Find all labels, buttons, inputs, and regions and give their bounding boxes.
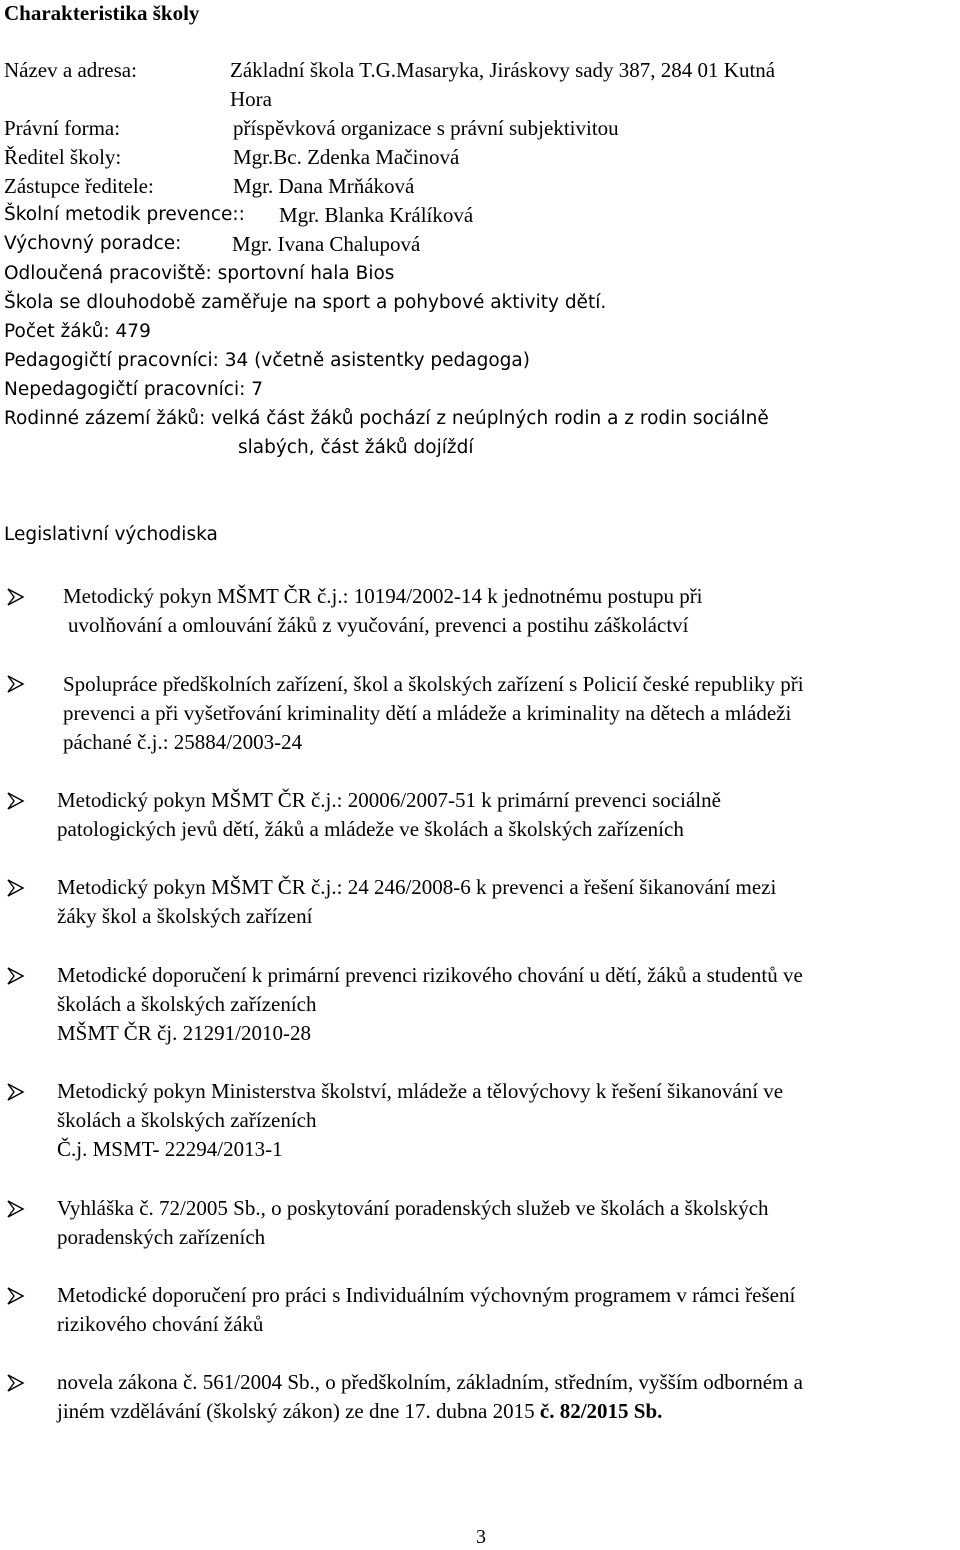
list-item-line: Metodický pokyn Ministerstva školství, mládeže a tělovýchovy k řešení šikanování ve — [57, 1079, 784, 1103]
bullet-arrow-icon — [6, 1199, 26, 1219]
list-item-line — [57, 1401, 662, 1422]
family-background-cont: slabých, část žáků dojíždí — [238, 437, 474, 458]
list-item-line: rizikového chování žáků — [57, 1312, 264, 1336]
list-item-line: novela zákona č. 561/2004 Sb., o předškolním, základním, středním, vyšším odborném a — [57, 1370, 803, 1394]
list-item-line: MŠMT ČR čj. 21291/2010-28 — [57, 1021, 311, 1045]
legal-form-label: Právní forma: — [4, 116, 121, 140]
pupils-count: Počet žáků: 479 — [4, 321, 151, 342]
list-item-line: Metodický pokyn MŠMT ČR č.j.: 24 246/2008-6 k prevenci a řešení šikanování mezi — [57, 875, 777, 899]
teachers-count: Pedagogičtí pracovníci: 34 (včetně asistentky pedagoga) — [4, 350, 530, 371]
bullet-arrow-icon — [6, 878, 26, 898]
list-item-text: jiném vzdělávání (školský zákon) ze dne 17. dubna 2015 — [57, 1399, 535, 1423]
list-item-line: Vyhláška č. 72/2005 Sb., o poskytování poradenských služeb ve školách a školských — [57, 1196, 769, 1220]
focus-info: Škola se dlouhodobě zaměřuje na sport a pohybové aktivity dětí. — [4, 292, 607, 313]
list-item-line: páchané č.j.: 25884/2003-24 — [63, 730, 303, 754]
bullet-arrow-icon — [6, 1082, 26, 1102]
bullet-arrow-icon — [6, 674, 26, 694]
branch-info: Odloučená pracoviště: sportovní hala Bios — [4, 263, 395, 284]
bullet-arrow-icon — [6, 966, 26, 986]
bullet-arrow-icon — [6, 1373, 26, 1393]
staff-count: Nepedagogičtí pracovníci: 7 — [4, 379, 263, 400]
director-label: Ředitel školy: — [4, 145, 122, 169]
list-item-line: uvolňování a omlouvání žáků z vyučování, prevenci a postihu záškoláctví — [68, 613, 689, 637]
list-item-line: školách a školských zařízeních — [57, 992, 317, 1016]
list-item-line: Metodický pokyn MŠMT ČR č.j.: 10194/2002-14 k jednotnému postupu při — [63, 584, 703, 608]
list-item-line: Metodické doporučení pro práci s Individuálním výchovným programem v rámci řešení — [57, 1283, 796, 1307]
list-item-line: prevenci a při vyšetřování kriminality dětí a mládeže a kriminality na dětech a mládeži — [63, 701, 792, 725]
list-item-line: žáky škol a školských zařízení — [57, 904, 313, 928]
prevention-label: Školní metodik prevence:: — [4, 204, 245, 225]
name-value-cont: Hora — [230, 87, 272, 111]
bullet-arrow-icon — [6, 791, 26, 811]
list-item-line: školách a školských zařízeních — [57, 1108, 317, 1132]
list-item-bold-ref: č. 82/2015 Sb. — [539, 1399, 663, 1423]
name-value: Základní škola T.G.Masaryka, Jiráskovy sady 387, 284 01 Kutná — [230, 58, 776, 82]
legislation-heading: Legislativní východiska — [4, 524, 218, 545]
legal-form-value: příspěvková organizace s právní subjektivitou — [233, 116, 619, 140]
page-number: 3 — [476, 1526, 486, 1548]
bullet-arrow-icon — [6, 587, 26, 607]
director-value: Mgr.Bc. Zdenka Mačinová — [233, 145, 460, 169]
list-item-line: patologických jevů dětí, žáků a mládeže ve školách a školských zařízeních — [57, 817, 684, 841]
list-item-line: Č.j. MSMT- 22294/2013-1 — [57, 1137, 283, 1161]
list-item-line: Spolupráce předškolních zařízení, škol a školských zařízení s Policií české republiky při — [63, 672, 804, 696]
deputy-value: Mgr. Dana Mrňáková — [233, 174, 415, 198]
list-item-line: Metodický pokyn MŠMT ČR č.j.: 20006/2007-51 k primární prevenci sociálně — [57, 788, 721, 812]
family-background: Rodinné zázemí žáků: velká část žáků pochází z neúplných rodin a z rodin sociálně — [4, 408, 769, 429]
name-label: Název a adresa: — [4, 58, 137, 82]
deputy-label: Zástupce ředitele: — [4, 174, 154, 198]
list-item-line: poradenských zařízeních — [57, 1225, 266, 1249]
counselor-value: Mgr. Ivana Chalupová — [232, 232, 421, 256]
counselor-label: Výchovný poradce: — [4, 233, 182, 254]
prevention-value: Mgr. Blanka Králíková — [279, 203, 474, 227]
bullet-arrow-icon — [6, 1286, 26, 1306]
list-item-line: Metodické doporučení k primární prevenci rizikového chování u dětí, žáků a studentů ve — [57, 963, 803, 987]
page-title: Charakteristika školy — [4, 1, 200, 25]
